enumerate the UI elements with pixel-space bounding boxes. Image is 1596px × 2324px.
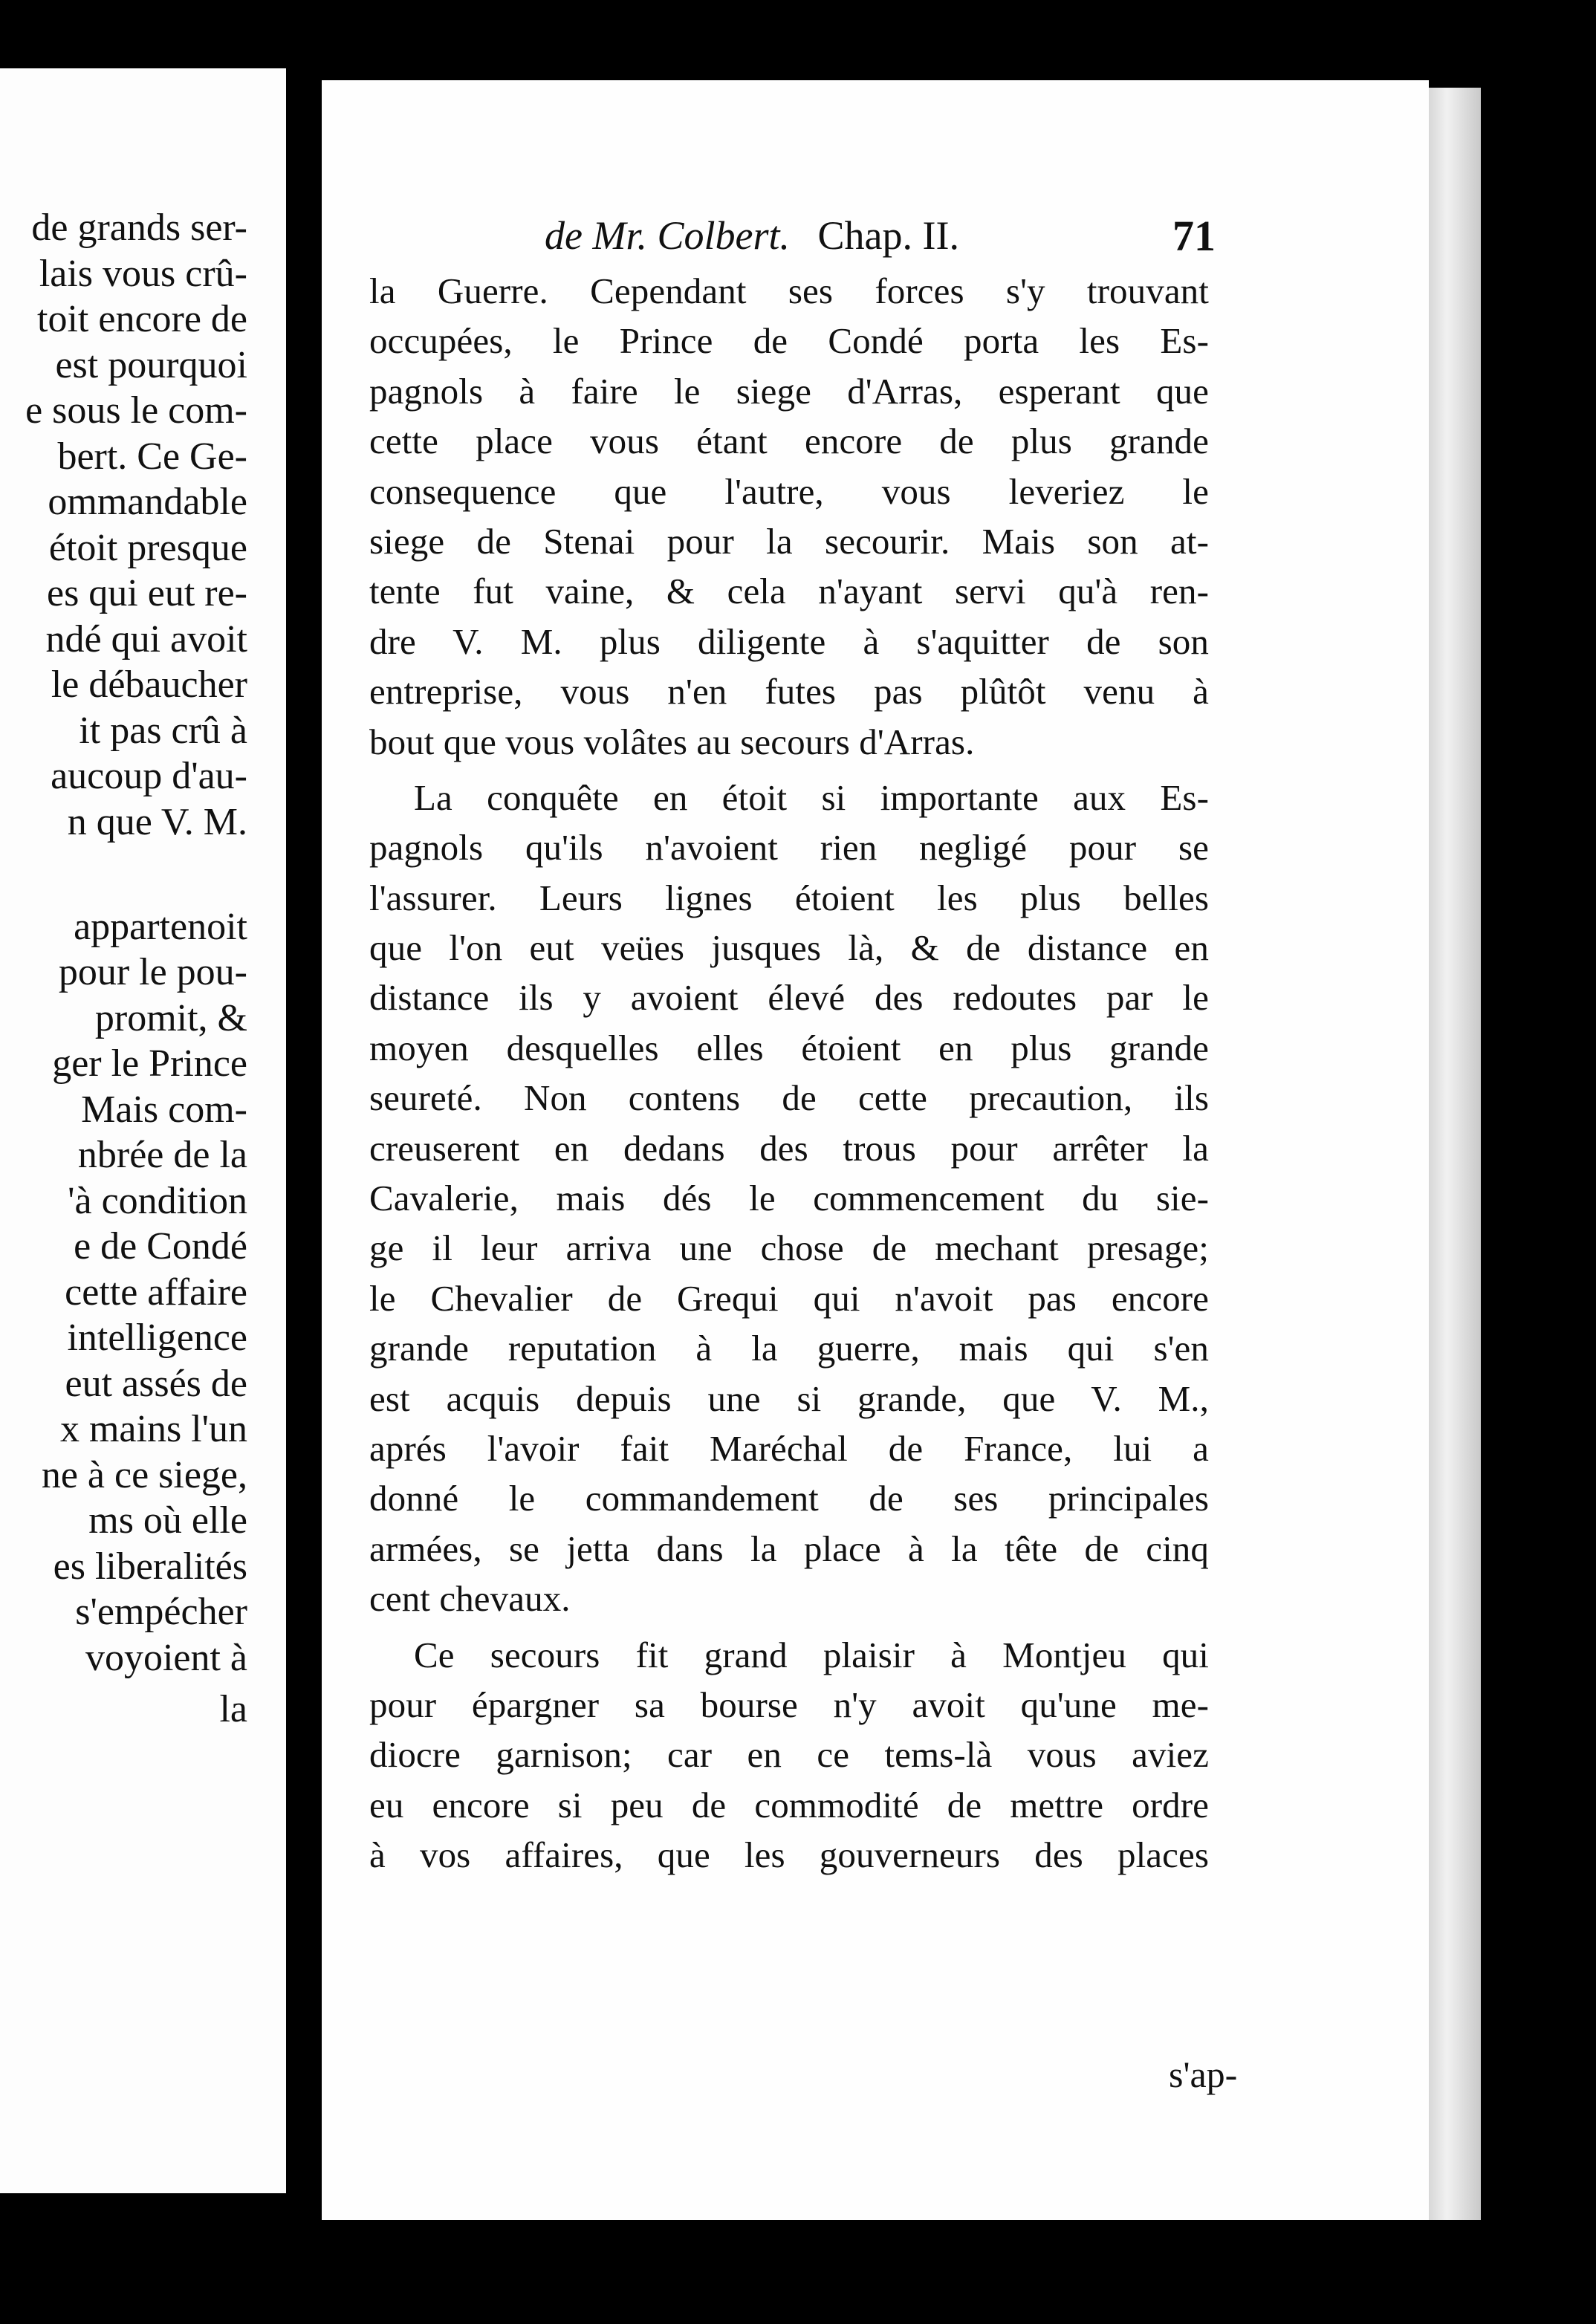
facing-page-line: Mais com- <box>81 1088 247 1131</box>
facing-page-line: nbrée de la <box>77 1134 247 1176</box>
facing-page-line: appartenoit <box>74 905 247 948</box>
facing-page-line: la <box>219 1688 247 1730</box>
page-edge-stack <box>1429 88 1481 2220</box>
chapter-label: Chap. II. <box>817 213 959 258</box>
facing-page-line: voyoient à <box>85 1636 247 1679</box>
body-line: armées, se jetta dans la place à la tête de cinq <box>369 1528 1209 1569</box>
facing-page-line: promit, & <box>94 996 247 1039</box>
facing-page-line: ne à ce siege, <box>41 1453 247 1496</box>
body-line: distance ils y avoient élevé des redoutes par le <box>369 977 1209 1019</box>
body-line: eu encore si peu de commodité de mettre ordre <box>369 1784 1209 1825</box>
page-number: 71 <box>1172 212 1216 260</box>
body-line: Cavalerie, mais dés le commencement du sie- <box>369 1178 1209 1219</box>
body-line: cette place vous étant encore de plus grande <box>369 421 1209 462</box>
running-title: de Mr. Colbert. <box>545 213 790 258</box>
body-line: Ce secours fit grand plaisir à Montjeu qui <box>414 1634 1209 1675</box>
body-line: le Chevalier de Grequi qui n'avoit pas encore <box>369 1277 1209 1319</box>
facing-page-line: e de Condé <box>74 1225 247 1268</box>
facing-page-line: de grands ser- <box>31 207 247 249</box>
facing-page-line: eut assés de <box>65 1362 247 1405</box>
facing-page-line: es liberalités <box>53 1545 247 1588</box>
facing-page-left <box>0 68 286 2193</box>
body-line: l'assurer. Leurs lignes étoient les plus belles <box>369 877 1209 918</box>
body-line: La conquête en étoit si importante aux Es- <box>414 776 1209 818</box>
facing-page-line: s'empécher <box>75 1591 247 1633</box>
body-line: cent chevaux. <box>369 1578 571 1620</box>
body-line: pagnols qu'ils n'avoient rien negligé pour se <box>369 827 1209 869</box>
facing-page-line: bert. Ce Ge- <box>57 435 247 478</box>
facing-page-line: lais vous crû- <box>39 252 247 295</box>
facing-page-line: n que V. M. <box>67 800 247 843</box>
facing-page-line: ommandable <box>48 481 247 523</box>
body-line: grande reputation à la guerre, mais qui s'en <box>369 1328 1209 1369</box>
body-line: creuserent en dedans des trous pour arrêter la <box>369 1127 1209 1169</box>
facing-page-line: ger le Prince <box>52 1042 247 1085</box>
body-line: seureté. Non contens de cette precaution, ils <box>369 1077 1209 1119</box>
body-line: aprés l'avoir fait Maréchal de France, lui a <box>369 1427 1209 1469</box>
facing-page-line: intelligence <box>67 1317 247 1359</box>
facing-page-line: 'à condition <box>68 1179 247 1222</box>
facing-page-line: ms où elle <box>88 1499 247 1542</box>
body-line: occupées, le Prince de Condé porta les Es- <box>369 320 1209 362</box>
body-line: dre V. M. plus diligente à s'aquitter de son <box>369 620 1209 662</box>
body-line: bout que vous volâtes au secours d'Arras. <box>369 721 975 762</box>
body-line: entreprise, vous n'en futes pas plûtôt venu à <box>369 671 1209 713</box>
facing-page-line: le débaucher <box>51 663 247 706</box>
facing-page-line: étoit presque <box>48 526 247 569</box>
facing-page-line: est pourquoi <box>55 343 247 386</box>
body-line: tente fut vaine, & cela n'ayant servi qu'à ren- <box>369 571 1209 612</box>
body-line: que l'on eut veües jusques là, & de distance en <box>369 927 1209 969</box>
catchword: s'ap- <box>1169 2054 1238 2095</box>
body-line: ge il leur arriva une chose de mechant presage; <box>369 1227 1209 1269</box>
body-line: est acquis depuis une si grande, que V. M., <box>369 1377 1209 1419</box>
facing-page-line: ndé qui avoit <box>45 617 247 660</box>
page-71 <box>322 80 1429 2220</box>
body-line: diocre garnison; car en ce tems-là vous aviez <box>369 1734 1209 1776</box>
facing-page-line: x mains l'un <box>59 1408 247 1450</box>
facing-page-line: toit encore de <box>37 298 247 340</box>
facing-page-line: pour le pou- <box>58 951 247 993</box>
facing-page-line: cette affaire <box>65 1270 247 1314</box>
body-line: consequence que l'autre, vous leveriez le <box>369 470 1209 512</box>
body-line: siege de Stenai pour la secourir. Mais son at- <box>369 520 1209 562</box>
book-gutter <box>286 45 322 2244</box>
body-line: à vos affaires, que les gouverneurs des places <box>369 1834 1209 1876</box>
body-text <box>369 266 1209 1880</box>
facing-page-line: es qui eut re- <box>46 572 247 614</box>
body-line: donné le commandement de ses principales <box>369 1478 1209 1519</box>
body-line: moyen desquelles elles étoient en plus grande <box>369 1027 1209 1068</box>
body-line: pagnols à faire le siege d'Arras, esperant que <box>369 370 1209 412</box>
facing-page-line: aucoup d'au- <box>51 755 247 797</box>
facing-page-line: e sous le com- <box>25 389 247 432</box>
body-line: pour épargner sa bourse n'y avoit qu'une me- <box>369 1684 1209 1725</box>
facing-page-line: it pas crû à <box>79 709 247 752</box>
body-line: la Guerre. Cependant ses forces s'y trouvant <box>369 270 1209 311</box>
